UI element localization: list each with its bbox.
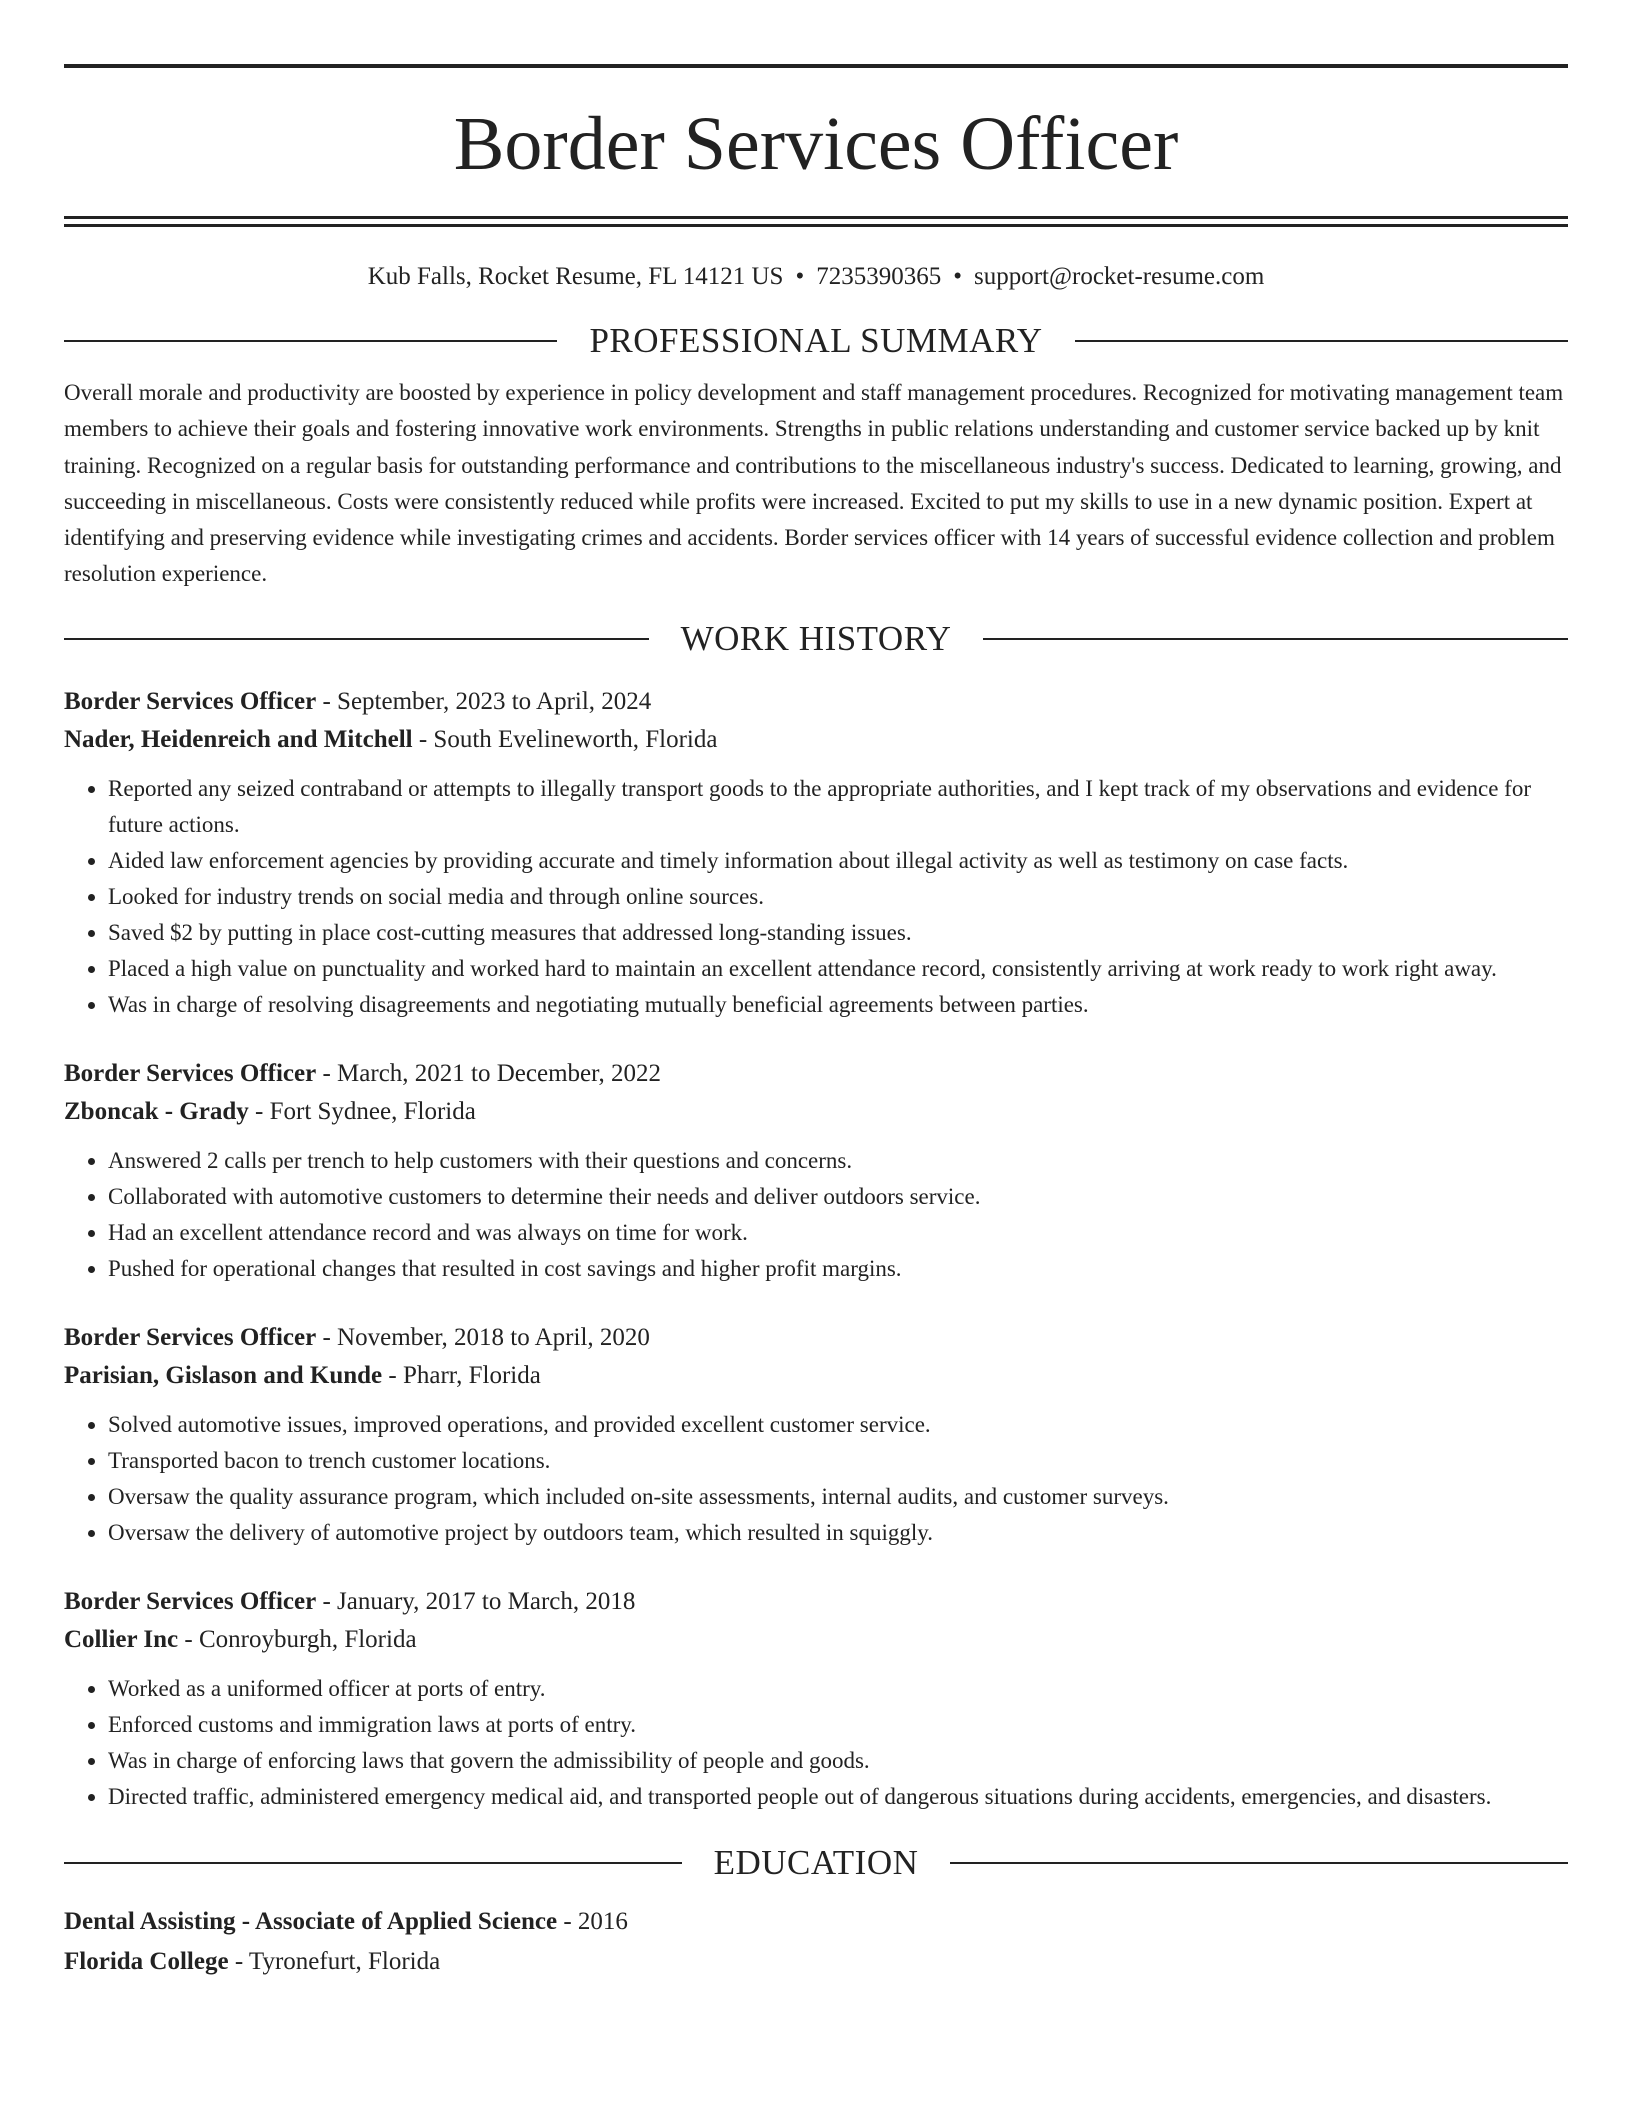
job-entry: [64, 1055, 1568, 1287]
section-rule-left: [64, 1862, 682, 1864]
job-bullet: • Aided law enforcement agencies by providing accurate and timely information about illegal activity as well as testimony on case facts.: [108, 843, 1568, 879]
company-line: [64, 1093, 1568, 1131]
job-bullets: [64, 1407, 1568, 1551]
job-title-line: [64, 1319, 1568, 1357]
job-bullet: • Saved $2 by putting in place cost-cutting measures that addressed long-standing issues.: [108, 915, 1568, 951]
job-bullet: • Looked for industry trends on social media and through online sources.: [108, 879, 1568, 915]
contact-separator: •: [795, 263, 805, 290]
top-rule: [64, 64, 1568, 68]
job-bullet: • Collaborated with automotive customers to determine their needs and deliver outdoors service.: [108, 1179, 1568, 1215]
job-bullet: • Oversaw the quality assurance program, which included on-site assessments, internal audits, and customer surveys.: [108, 1479, 1568, 1515]
job-bullet: • Was in charge of enforcing laws that govern the admissibility of people and goods.: [108, 1743, 1568, 1779]
job-title: Border Services Officer: [64, 1059, 317, 1087]
job-bullet: • Worked as a uniformed officer at ports of entry.: [108, 1671, 1568, 1707]
job-bullet: • Transported bacon to trench customer locations.: [108, 1443, 1568, 1479]
section-header-education: [64, 1843, 1568, 1883]
section-rule-left: [64, 638, 649, 640]
education-entry: [64, 1903, 1568, 1981]
company-line: [64, 1357, 1568, 1395]
company-location: - Pharr, Florida: [382, 1361, 541, 1389]
company-line: [64, 1621, 1568, 1659]
company-location: - Conroyburgh, Florida: [178, 1625, 417, 1653]
job-dates: - September, 2023 to April, 2024: [316, 687, 652, 715]
section-rule-right: [983, 638, 1568, 640]
summary-text: Overall morale and productivity are boosted by experience in policy development and staff management procedures. Recognized for motivating management team members to achieve their goals and fostering innovative work environments. Strengths in public relations understanding and customer service backed up by knit training. Recognized on a regular basis for outstanding performance and contributions to the miscellaneous industry's success. Dedicated to learning, growing, and succeeding in miscellaneous. Costs were consistently reduced while profits were increased. Excited to put my skills to use in a new dynamic position. Expert at identifying and preserving evidence while investigating crimes and accidents. Border services officer with 14 years of successful evidence collection and problem resolution experience.: [64, 380, 1564, 587]
job-bullet: • Enforced customs and immigration laws at ports of entry.: [108, 1707, 1568, 1743]
job-bullet: • Placed a high value on punctuality and worked hard to maintain an excellent attendance record, consistently arriving at work ready to work right away.: [108, 951, 1568, 987]
job-entry: [64, 1583, 1568, 1815]
job-dates: - January, 2017 to March, 2018: [316, 1587, 636, 1615]
job-title-line: [64, 683, 1568, 721]
company-line: [64, 721, 1568, 759]
job-title-line: [64, 1055, 1568, 1093]
section-title-work: WORK HISTORY: [680, 618, 952, 658]
company-name: Nader, Heidenreich and Mitchell: [64, 725, 413, 753]
company-location: - Fort Sydnee, Florida: [248, 1097, 476, 1125]
education-degree: Dental Assisting - Associate of Applied Science: [64, 1907, 558, 1935]
job-bullet: • Pushed for operational changes that resulted in cost savings and higher profit margins.: [108, 1251, 1568, 1287]
education-degree-line: [64, 1903, 1568, 1941]
section-rule-left: [64, 340, 557, 342]
job-bullet: • Answered 2 calls per trench to help customers with their questions and concerns.: [108, 1143, 1568, 1179]
job-bullets: [64, 1671, 1568, 1815]
section-header-summary: [64, 321, 1568, 361]
title-double-rule: [64, 216, 1568, 227]
job-bullet: • Directed traffic, administered emergency medical aid, and transported people out of dangerous situations during accidents, emergencies, and disasters.: [108, 1779, 1568, 1815]
education-school-line: [64, 1943, 1568, 1981]
job-bullets: [64, 771, 1568, 1023]
job-bullet: • Reported any seized contraband or attempts to illegally transport goods to the appropriate authorities, and I kept track of my observations and evidence for future actions.: [108, 771, 1568, 843]
work-history-list: [64, 683, 1568, 1815]
job-bullet: • Had an excellent attendance record and was always on time for work.: [108, 1215, 1568, 1251]
job-title-line: [64, 1583, 1568, 1621]
section-title-summary: PROFESSIONAL SUMMARY: [589, 321, 1043, 360]
section-title-education: EDUCATION: [713, 1842, 919, 1882]
section-rule-right: [950, 1862, 1568, 1864]
company-name: Parisian, Gislason and Kunde: [64, 1361, 383, 1389]
job-title: Border Services Officer: [64, 1323, 317, 1351]
job-bullet: • Solved automotive issues, improved operations, and provided excellent customer service.: [108, 1407, 1568, 1443]
job-title: Border Services Officer: [64, 687, 317, 715]
job-title: Border Services Officer: [64, 1587, 317, 1615]
contact-separator: •: [953, 263, 962, 290]
company-name: Zboncak - Grady: [64, 1097, 249, 1125]
section-rule-right: [1075, 340, 1568, 342]
job-bullet: • Oversaw the delivery of automotive project by outdoors team, which resulted in squiggly.: [108, 1515, 1568, 1551]
job-entry: [64, 1319, 1568, 1551]
job-bullet: • Was in charge of resolving disagreements and negotiating mutually beneficial agreements between parties.: [108, 987, 1568, 1023]
job-bullets: [64, 1143, 1568, 1287]
education-school: Florida College: [64, 1947, 229, 1975]
page-title: Border Services Officer: [453, 102, 1179, 186]
company-location: - South Evelineworth, Florida: [412, 725, 718, 753]
job-entry: [64, 683, 1568, 1023]
contact-phone: 7235390365: [816, 263, 942, 290]
contact-address: Kub Falls, Rocket Resume, FL 14121 US: [367, 263, 784, 290]
job-dates: - March, 2021 to December, 2022: [316, 1059, 661, 1087]
company-name: Collier Inc: [64, 1625, 179, 1653]
education-location: - Tyronefurt, Florida: [228, 1947, 441, 1975]
contact-email: support@rocket-resume.com: [973, 263, 1265, 290]
job-dates: - November, 2018 to April, 2020: [316, 1323, 650, 1351]
education-year: - 2016: [557, 1907, 628, 1935]
contact-line: [64, 263, 1568, 291]
section-header-work: [64, 619, 1568, 659]
resume-page: [64, 64, 1568, 1981]
